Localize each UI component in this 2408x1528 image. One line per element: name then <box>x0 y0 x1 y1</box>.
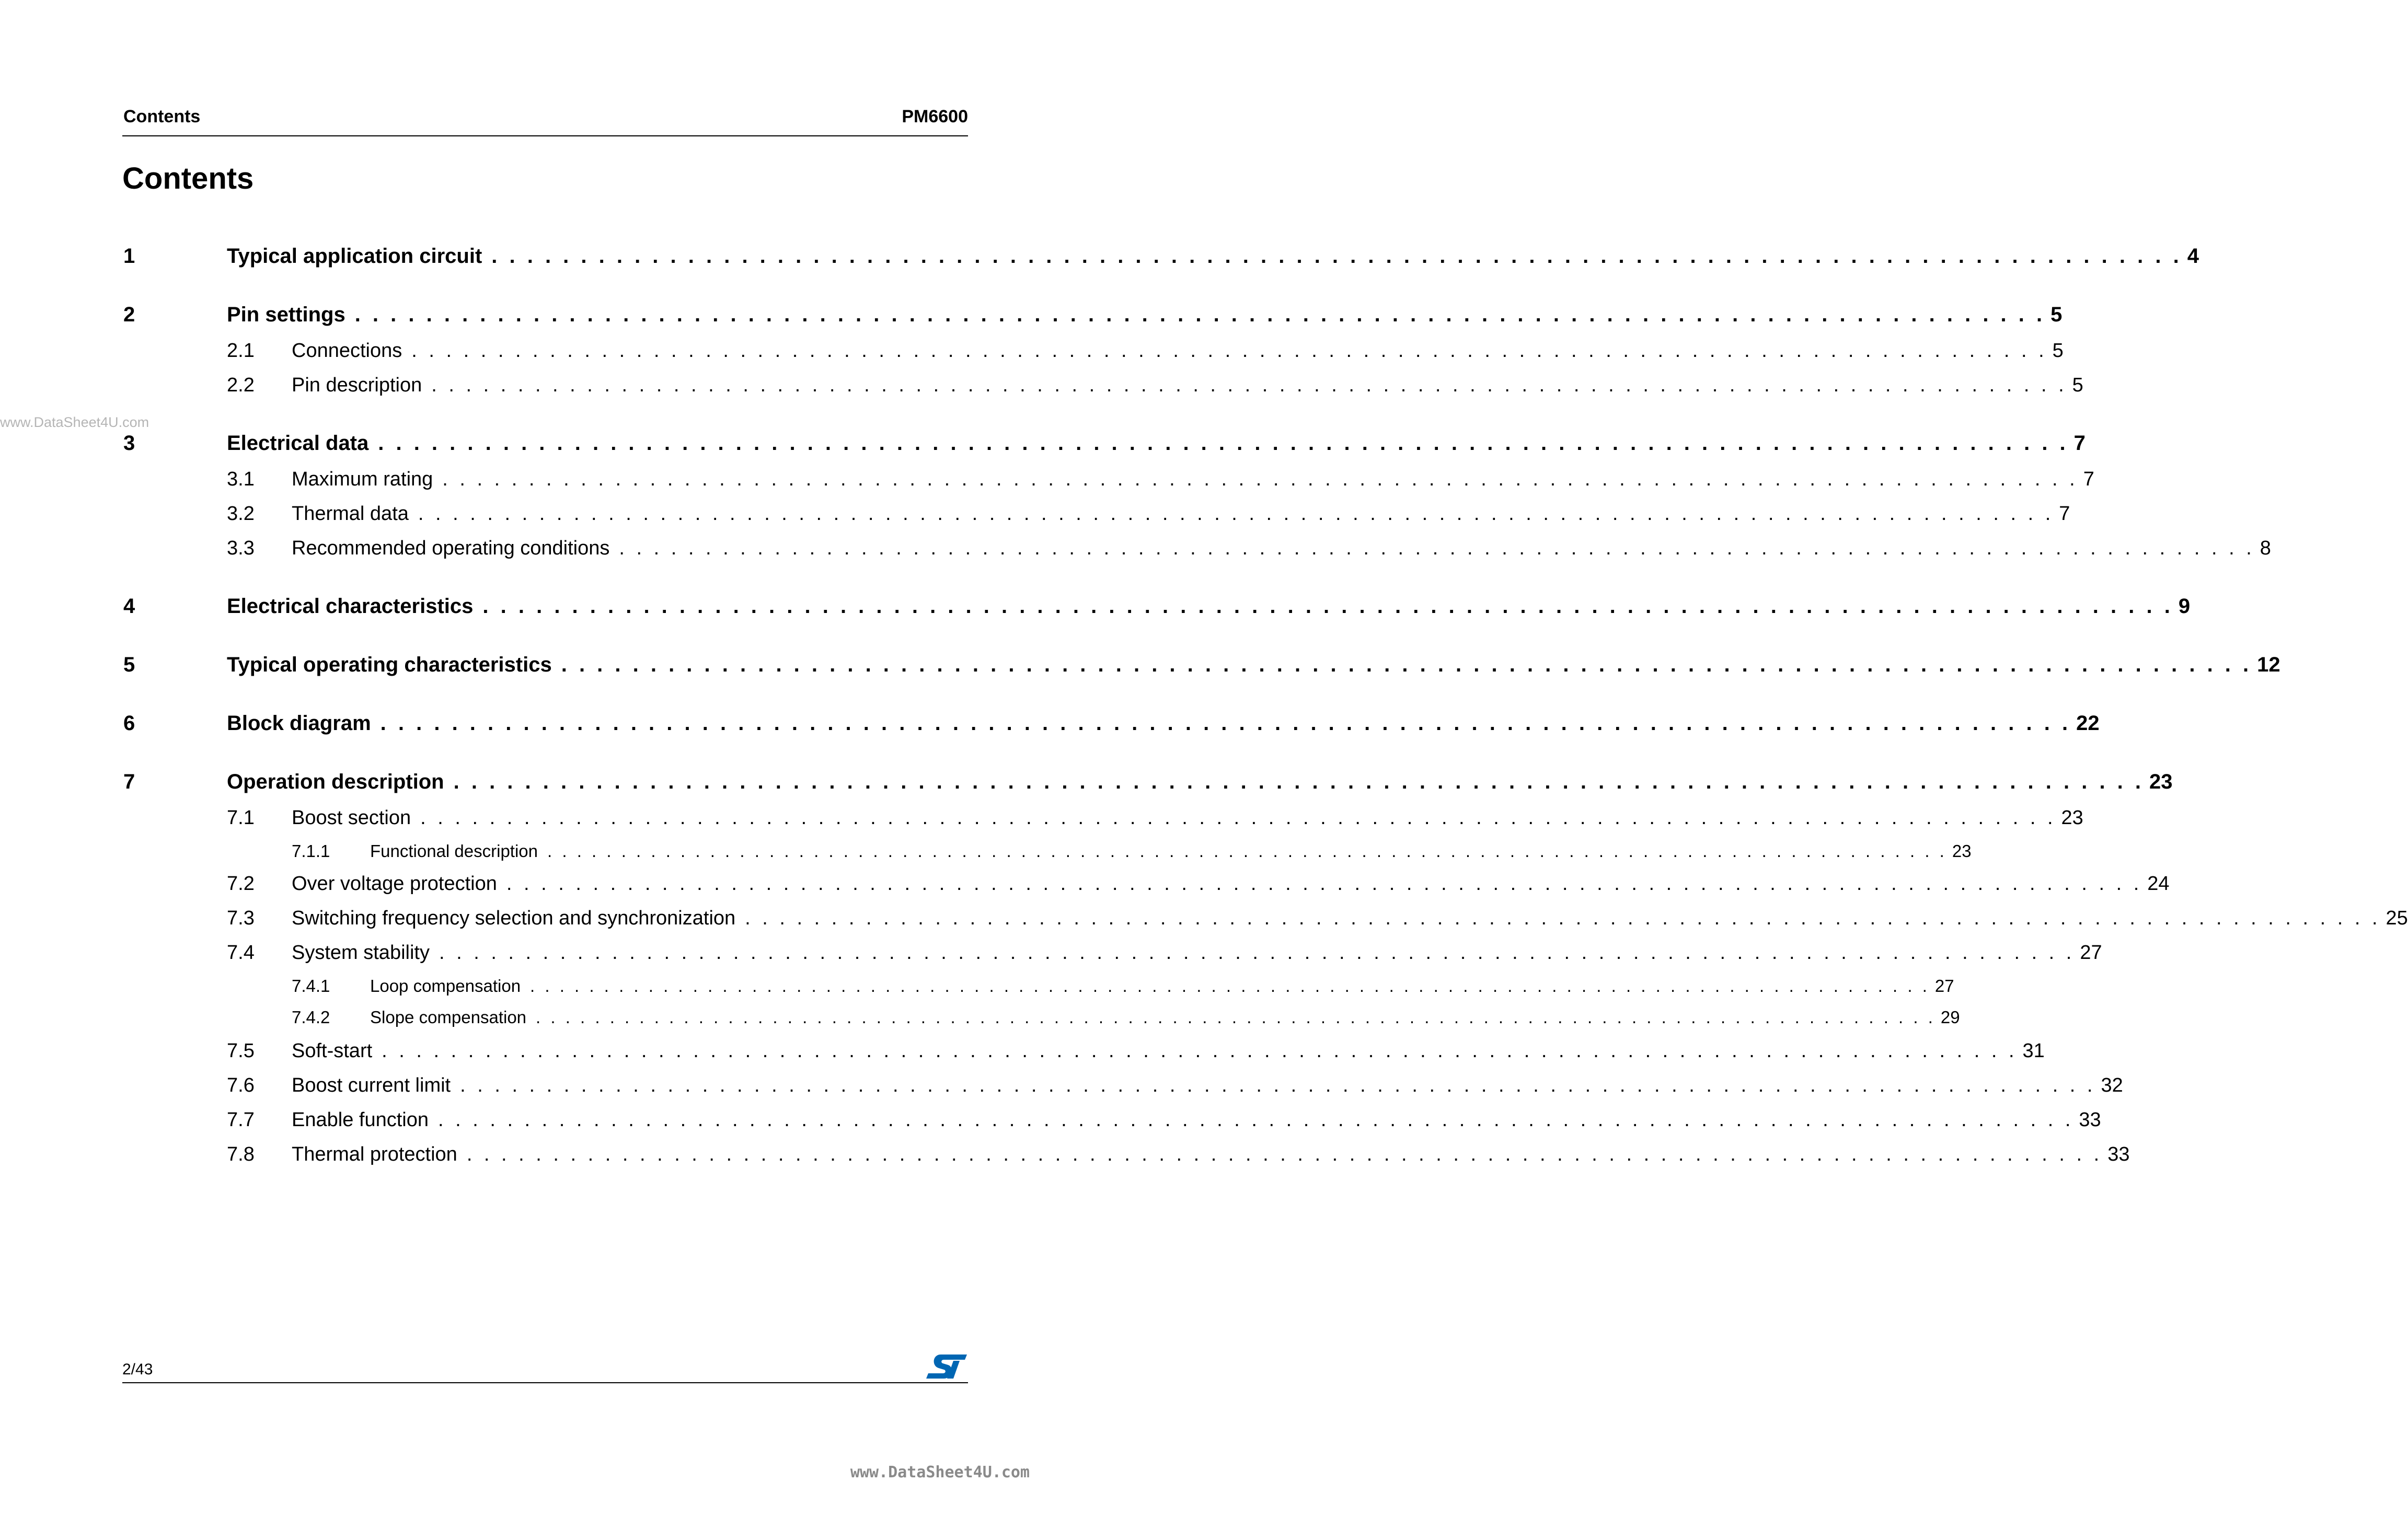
toc-title: Switching frequency selection and synchronization <box>292 907 736 929</box>
toc-page: 8 <box>2260 537 2271 559</box>
toc-title: Typical application circuit <box>227 245 482 268</box>
toc-page: 5 <box>2052 340 2064 362</box>
toc-title: Block diagram <box>227 712 371 735</box>
toc-page: 7 <box>2059 503 2070 525</box>
toc-line <box>292 1040 2045 1062</box>
toc-number: 7.8 <box>227 1143 255 1165</box>
toc-leader: . . . . . . . . . . . . . . . . . . . . . . . . . . . . . . . . . . . . . . . . . . . . . . . . . . . . . . . . . . . . . . . . . . . . . . . . . . . . . . . . . . . . . . . . . . . . . . . <box>378 432 2069 455</box>
toc-number: 7.4 <box>227 942 255 964</box>
toc-number: 3.3 <box>227 537 255 559</box>
toc-page: 33 <box>2079 1109 2101 1131</box>
toc-line <box>227 712 2100 735</box>
toc-number: 7.5 <box>227 1040 255 1062</box>
toc-number: 4 <box>123 595 135 618</box>
toc-entry-7-4-2[interactable] <box>0 1008 1960 1034</box>
toc-page: 5 <box>2072 374 2083 396</box>
toc-line <box>227 245 2199 268</box>
toc-title: Pin description <box>292 374 422 396</box>
toc-number: 7.4.2 <box>292 1008 330 1027</box>
toc-title: Soft-start <box>292 1040 373 1062</box>
toc-page: 7 <box>2073 432 2086 455</box>
toc-page: 31 <box>2022 1040 2045 1062</box>
toc-number: 7.3 <box>227 907 255 929</box>
toc-leader: . . . . . . . . . . . . . . . . . . . . . . . . . . . . . . . . . . . . . . . . . . . . . . . . . . . . . . . . . . . . . . . . . . . . . . . . . . . . . . . . . . . . . . . . . . . . . . . <box>418 503 2054 525</box>
toc-leader: . . . . . . . . . . . . . . . . . . . . . . . . . . . . . . . . . . . . . . . . . . . . . . . . . . . . . . . . . . . . . . . . . . . . . . . . . . . . . . . . . . . . . . . . . . . . . . . <box>491 245 2182 268</box>
toc-number: 5 <box>123 653 135 676</box>
toc-page: 24 <box>2147 873 2170 895</box>
toc-leader: . . . . . . . . . . . . . . . . . . . . . . . . . . . . . . . . . . . . . . . . . . . . . . . . . . . . . . . . . . . . . . . . . . . . . . . . . . . . . . . . . . . . . . . . . . . . . . . <box>420 807 2056 829</box>
toc-entry-3-3[interactable] <box>0 537 2271 563</box>
toc-leader: . . . . . . . . . . . . . . . . . . . . . . . . . . . . . . . . . . . . . . . . . . . . . . . . . . . . . . . . . . . . . . . . . . . . . . . . . . . . . . . . . . . . . . . . . . . . . . . <box>745 907 2381 929</box>
page-number: 2/43 <box>122 1361 153 1378</box>
toc-line <box>227 770 2173 794</box>
toc-entry-6[interactable] <box>0 712 2100 738</box>
toc-line <box>227 595 2191 618</box>
toc-page: 27 <box>1934 976 1954 995</box>
toc-line <box>292 807 2083 829</box>
toc-leader: . . . . . . . . . . . . . . . . . . . . . . . . . . . . . . . . . . . . . . . . . . . . . . . . . . . . . . . . . . . . . . . . . . . . . . . . . . . . . . . . . . . . . . . . . . . . . . . <box>466 1143 2103 1165</box>
toc-title: Recommended operating conditions <box>292 537 610 559</box>
toc-title: Maximum rating <box>292 468 433 490</box>
toc-number: 7.7 <box>227 1109 255 1131</box>
toc-leader: . . . . . . . . . . . . . . . . . . . . . . . . . . . . . . . . . . . . . . . . . . . . . . . . . . . . . . . . . . . . . . . . . . . . . . . . . . . . . . . . . . . . . . . . . . . . . . . <box>439 942 2075 964</box>
toc-line <box>292 1109 2101 1131</box>
toc-number: 3 <box>123 432 135 455</box>
toc-entry-7-4-1[interactable] <box>0 976 1954 1002</box>
toc-title: Enable function <box>292 1109 429 1131</box>
toc-title: Thermal data <box>292 503 409 525</box>
toc-number: 7.2 <box>227 873 255 895</box>
toc-page: 27 <box>2080 942 2102 964</box>
st-logo-icon <box>925 1353 968 1380</box>
toc-leader: . . . . . . . . . . . . . . . . . . . . . . . . . . . . . . . . . . . . . . . . . . . . . . . . . . . . . . . . . . . . . . . . . . . . . . . . . . . . . . . . . . . . . . . . . . . . . . . <box>547 841 1947 861</box>
toc-leader: . . . . . . . . . . . . . . . . . . . . . . . . . . . . . . . . . . . . . . . . . . . . . . . . . . . . . . . . . . . . . . . . . . . . . . . . . . . . . . . . . . . . . . . . . . . . . . . <box>530 976 1930 995</box>
toc-title: System stability <box>292 942 430 964</box>
header-document-id: PM6600 <box>902 107 968 126</box>
toc-entry-7-4[interactable] <box>0 942 2102 968</box>
toc-number: 7.1.1 <box>292 841 330 861</box>
toc-line <box>292 1143 2130 1166</box>
toc-entry-3[interactable] <box>0 432 2086 458</box>
toc-entry-7[interactable] <box>0 770 2173 796</box>
toc-title: Over voltage protection <box>292 873 497 895</box>
header-divider <box>122 135 968 136</box>
toc-leader: . . . . . . . . . . . . . . . . . . . . . . . . . . . . . . . . . . . . . . . . . . . . . . . . . . . . . . . . . . . . . . . . . . . . . . . . . . . . . . . . . . . . . . . . . . . . . . . <box>382 1040 2018 1062</box>
toc-title: Electrical characteristics <box>227 595 474 618</box>
toc-entry-2-2[interactable] <box>0 374 2083 400</box>
toc-line <box>292 537 2271 560</box>
toc-leader: . . . . . . . . . . . . . . . . . . . . . . . . . . . . . . . . . . . . . . . . . . . . . . . . . . . . . . . . . . . . . . . . . . . . . . . . . . . . . . . . . . . . . . . . . . . . . . . <box>354 303 2046 326</box>
toc-leader: . . . . . . . . . . . . . . . . . . . . . . . . . . . . . . . . . . . . . . . . . . . . . . . . . . . . . . . . . . . . . . . . . . . . . . . . . . . . . . . . . . . . . . . . . . . . . . . <box>506 873 2142 895</box>
toc-page: 25 <box>2386 907 2408 929</box>
toc-line <box>227 653 2280 677</box>
toc-number: 6 <box>123 712 135 735</box>
toc-page: 33 <box>2107 1143 2130 1165</box>
toc-page: 12 <box>2257 653 2280 676</box>
toc-entry-7-7[interactable] <box>0 1109 2101 1135</box>
toc-title: Boost current limit <box>292 1074 451 1096</box>
toc-entry-7-2[interactable] <box>0 873 2170 899</box>
toc-page: 32 <box>2101 1074 2123 1096</box>
toc-line <box>292 907 2408 930</box>
toc-number: 2.1 <box>227 340 255 362</box>
toc-title: Electrical data <box>227 432 369 455</box>
toc-page: 23 <box>1952 841 1972 861</box>
toc-number: 3.2 <box>227 503 255 525</box>
toc-number: 7.1 <box>227 807 255 829</box>
toc-number: 2.2 <box>227 374 255 396</box>
toc-title: Connections <box>292 340 402 362</box>
toc-line <box>292 468 2094 491</box>
page-title: Contents <box>122 161 254 195</box>
toc-page: 23 <box>2149 770 2173 793</box>
toc-number: 2 <box>123 303 135 326</box>
toc-page: 9 <box>2178 595 2191 618</box>
toc-number: 1 <box>123 245 135 268</box>
toc-number: 7.6 <box>227 1074 255 1096</box>
toc-title: Operation description <box>227 770 444 793</box>
toc-leader: . . . . . . . . . . . . . . . . . . . . . . . . . . . . . . . . . . . . . . . . . . . . . . . . . . . . . . . . . . . . . . . . . . . . . . . . . . . . . . . . . . . . . . . . . . . . . . . <box>411 340 2047 362</box>
toc-leader: . . . . . . . . . . . . . . . . . . . . . . . . . . . . . . . . . . . . . . . . . . . . . . . . . . . . . . . . . . . . . . . . . . . . . . . . . . . . . . . . . . . . . . . . . . . . . . . <box>460 1074 2096 1096</box>
toc-leader: . . . . . . . . . . . . . . . . . . . . . . . . . . . . . . . . . . . . . . . . . . . . . . . . . . . . . . . . . . . . . . . . . . . . . . . . . . . . . . . . . . . . . . . . . . . . . . . <box>380 712 2071 735</box>
toc-title: Thermal protection <box>292 1143 457 1165</box>
toc-line <box>292 873 2170 895</box>
toc-leader: . . . . . . . . . . . . . . . . . . . . . . . . . . . . . . . . . . . . . . . . . . . . . . . . . . . . . . . . . . . . . . . . . . . . . . . . . . . . . . . . . . . . . . . . . . . . . . . <box>442 468 2078 490</box>
toc-entry-7-3[interactable] <box>0 907 2408 933</box>
side-watermark: www.DataSheet4U.com <box>0 414 149 430</box>
toc-page: 23 <box>2061 807 2083 829</box>
toc-leader: . . . . . . . . . . . . . . . . . . . . . . . . . . . . . . . . . . . . . . . . . . . . . . . . . . . . . . . . . . . . . . . . . . . . . . . . . . . . . . . . . . . . . . . . . . . . . . . <box>536 1008 1935 1027</box>
toc-page: 7 <box>2083 468 2094 490</box>
toc-entry-2-1[interactable] <box>0 340 2064 366</box>
toc-leader: . . . . . . . . . . . . . . . . . . . . . . . . . . . . . . . . . . . . . . . . . . . . . . . . . . . . . . . . . . . . . . . . . . . . . . . . . . . . . . . . . . . . . . . . . . . . . . . <box>437 1109 2074 1131</box>
toc-entry-1[interactable] <box>0 245 2199 271</box>
toc-title: Boost section <box>292 807 411 829</box>
toc-number: 7.4.1 <box>292 976 330 995</box>
toc-title: Loop compensation <box>370 976 521 995</box>
toc-line <box>370 976 1954 996</box>
toc-title: Typical operating characteristics <box>227 653 552 676</box>
toc-line <box>227 432 2086 455</box>
toc-entry-7-8[interactable] <box>0 1143 2130 1170</box>
toc-number: 3.1 <box>227 468 255 490</box>
toc-entry-4[interactable] <box>0 595 2191 621</box>
bottom-watermark: www.DataSheet4U.com <box>850 1463 1030 1481</box>
toc-page: 5 <box>2050 303 2063 326</box>
toc-title: Functional description <box>370 841 538 861</box>
toc-entry-7-6[interactable] <box>0 1074 2123 1101</box>
toc-line <box>292 942 2102 964</box>
toc-line <box>292 374 2083 397</box>
toc-entry-3-1[interactable] <box>0 468 2094 494</box>
toc-leader: . . . . . . . . . . . . . . . . . . . . . . . . . . . . . . . . . . . . . . . . . . . . . . . . . . . . . . . . . . . . . . . . . . . . . . . . . . . . . . . . . . . . . . . . . . . . . . . <box>561 653 2252 676</box>
toc-page: 22 <box>2076 712 2100 735</box>
toc-entry-7-5[interactable] <box>0 1040 2045 1066</box>
toc-leader: . . . . . . . . . . . . . . . . . . . . . . . . . . . . . . . . . . . . . . . . . . . . . . . . . . . . . . . . . . . . . . . . . . . . . . . . . . . . . . . . . . . . . . . . . . . . . . . <box>482 595 2173 618</box>
toc-line <box>227 303 2063 327</box>
toc-line <box>370 1008 1960 1027</box>
header-section-label: Contents <box>123 107 201 126</box>
toc-entry-2[interactable] <box>0 303 2063 329</box>
toc-entry-7-1-1[interactable] <box>0 841 1972 867</box>
toc-page: 4 <box>2187 245 2199 268</box>
toc-number: 7 <box>123 770 135 793</box>
toc-entry-3-2[interactable] <box>0 503 2070 529</box>
toc-page: 29 <box>1940 1008 1960 1027</box>
footer-divider <box>122 1382 968 1383</box>
toc-line <box>292 340 2064 362</box>
toc-title: Slope compensation <box>370 1008 527 1027</box>
toc-line <box>370 841 1972 861</box>
toc-entry-5[interactable] <box>0 653 2280 679</box>
toc-leader: . . . . . . . . . . . . . . . . . . . . . . . . . . . . . . . . . . . . . . . . . . . . . . . . . . . . . . . . . . . . . . . . . . . . . . . . . . . . . . . . . . . . . . . . . . . . . . . <box>453 770 2145 793</box>
toc-leader: . . . . . . . . . . . . . . . . . . . . . . . . . . . . . . . . . . . . . . . . . . . . . . . . . . . . . . . . . . . . . . . . . . . . . . . . . . . . . . . . . . . . . . . . . . . . . . . <box>431 374 2067 396</box>
toc-title: Pin settings <box>227 303 345 326</box>
toc-line <box>292 503 2070 525</box>
toc-line <box>292 1074 2123 1097</box>
toc-entry-7-1[interactable] <box>0 807 2083 833</box>
toc-leader: . . . . . . . . . . . . . . . . . . . . . . . . . . . . . . . . . . . . . . . . . . . . . . . . . . . . . . . . . . . . . . . . . . . . . . . . . . . . . . . . . . . . . . . . . . . . . . . <box>619 537 2255 559</box>
